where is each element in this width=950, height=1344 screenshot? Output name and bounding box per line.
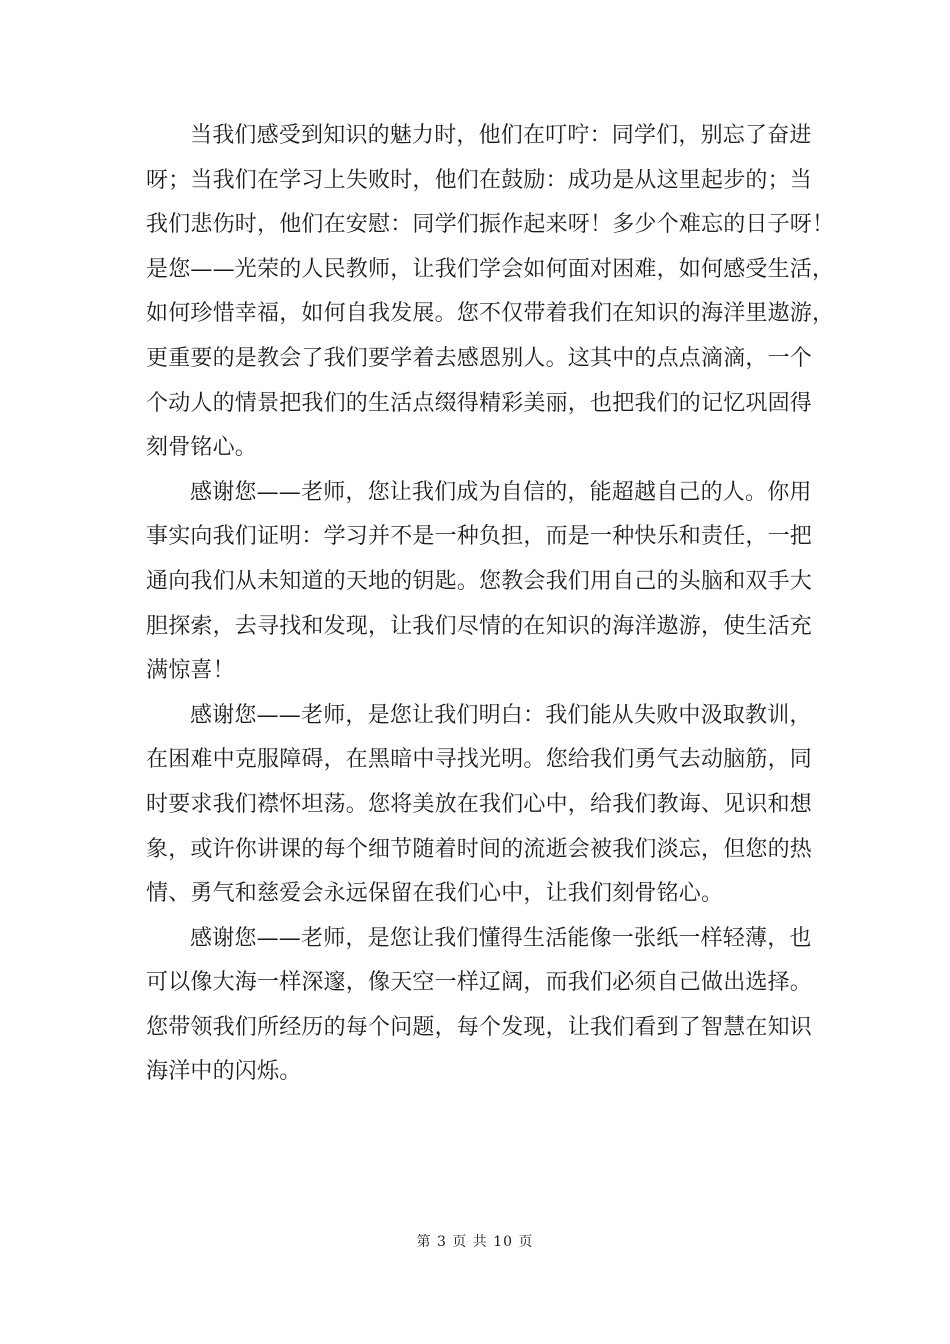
paragraph-line: 情、勇气和慈爱会永远保留在我们心中，让我们刻骨铭心。: [146, 881, 724, 907]
paragraph-line: 海洋中的闪烁。: [146, 1059, 302, 1085]
paragraph-line: 象，或许你讲课的每个细节随着时间的流逝会被我们淡忘，但您的热: [146, 836, 813, 862]
paragraph-line: 事实向我们证明：学习并不是一种负担，而是一种快乐和责任，一把: [146, 524, 813, 550]
paragraph-line: 感谢您——老师，是您让我们懂得生活能像一张纸一样轻薄，也: [190, 925, 812, 951]
paragraph-line: 呀；当我们在学习上失败时，他们在鼓励：成功是从这里起步的；当: [146, 167, 813, 193]
paragraph-line: 您带领我们所经历的每个问题，每个发现，让我们看到了智慧在知识: [146, 1014, 813, 1040]
paragraph-line: 是您——光荣的人民教师，让我们学会如何面对困难，如何感受生活，: [146, 256, 835, 282]
paragraph-line: 感谢您——老师，是您让我们明白：我们能从失败中汲取教训，: [190, 702, 812, 728]
paragraph-line: 如何珍惜幸福，如何自我发展。您不仅带着我们在知识的海洋里遨游，: [146, 301, 835, 327]
paragraph-line: 感谢您——老师，您让我们成为自信的，能超越自己的人。你用: [190, 479, 812, 505]
paragraph-line: 个动人的情景把我们的生活点缀得精彩美丽，也把我们的记忆巩固得: [146, 390, 813, 416]
page-number-footer: 第 3 页 共 10 页: [416, 1234, 534, 1250]
paragraph-line: 满惊喜！: [146, 658, 235, 684]
paragraph-line: 刻骨铭心。: [146, 435, 258, 461]
paragraph-line: 我们悲伤时，他们在安慰：同学们振作起来呀！多少个难忘的日子呀！: [146, 212, 835, 238]
paragraph-line: 在困难中克服障碍，在黑暗中寻找光明。您给我们勇气去动脑筋，同: [146, 747, 813, 773]
paragraph-line: 通向我们从未知道的天地的钥匙。您教会我们用自己的头脑和双手大: [146, 568, 813, 594]
paragraph-line: 当我们感受到知识的魅力时，他们在叮咛：同学们，别忘了奋进: [190, 123, 812, 148]
document-body: [146, 114, 835, 1095]
paragraph-4: [146, 917, 813, 1095]
paragraph-1: [146, 114, 835, 471]
paragraph-2: [146, 471, 813, 694]
paragraph-line: 更重要的是教会了我们要学着去感恩别人。这其中的点点滴滴，一个: [146, 345, 813, 371]
paragraph-line: 时要求我们襟怀坦荡。您将美放在我们心中，给我们教诲、见识和想: [146, 791, 813, 817]
paragraph-line: 可以像大海一样深邃，像天空一样辽阔，而我们必须自己做出选择。: [146, 970, 813, 996]
paragraph-line: 胆探索，去寻找和发现，让我们尽情的在知识的海洋遨游，使生活充: [146, 613, 813, 639]
paragraph-3: [146, 694, 813, 917]
